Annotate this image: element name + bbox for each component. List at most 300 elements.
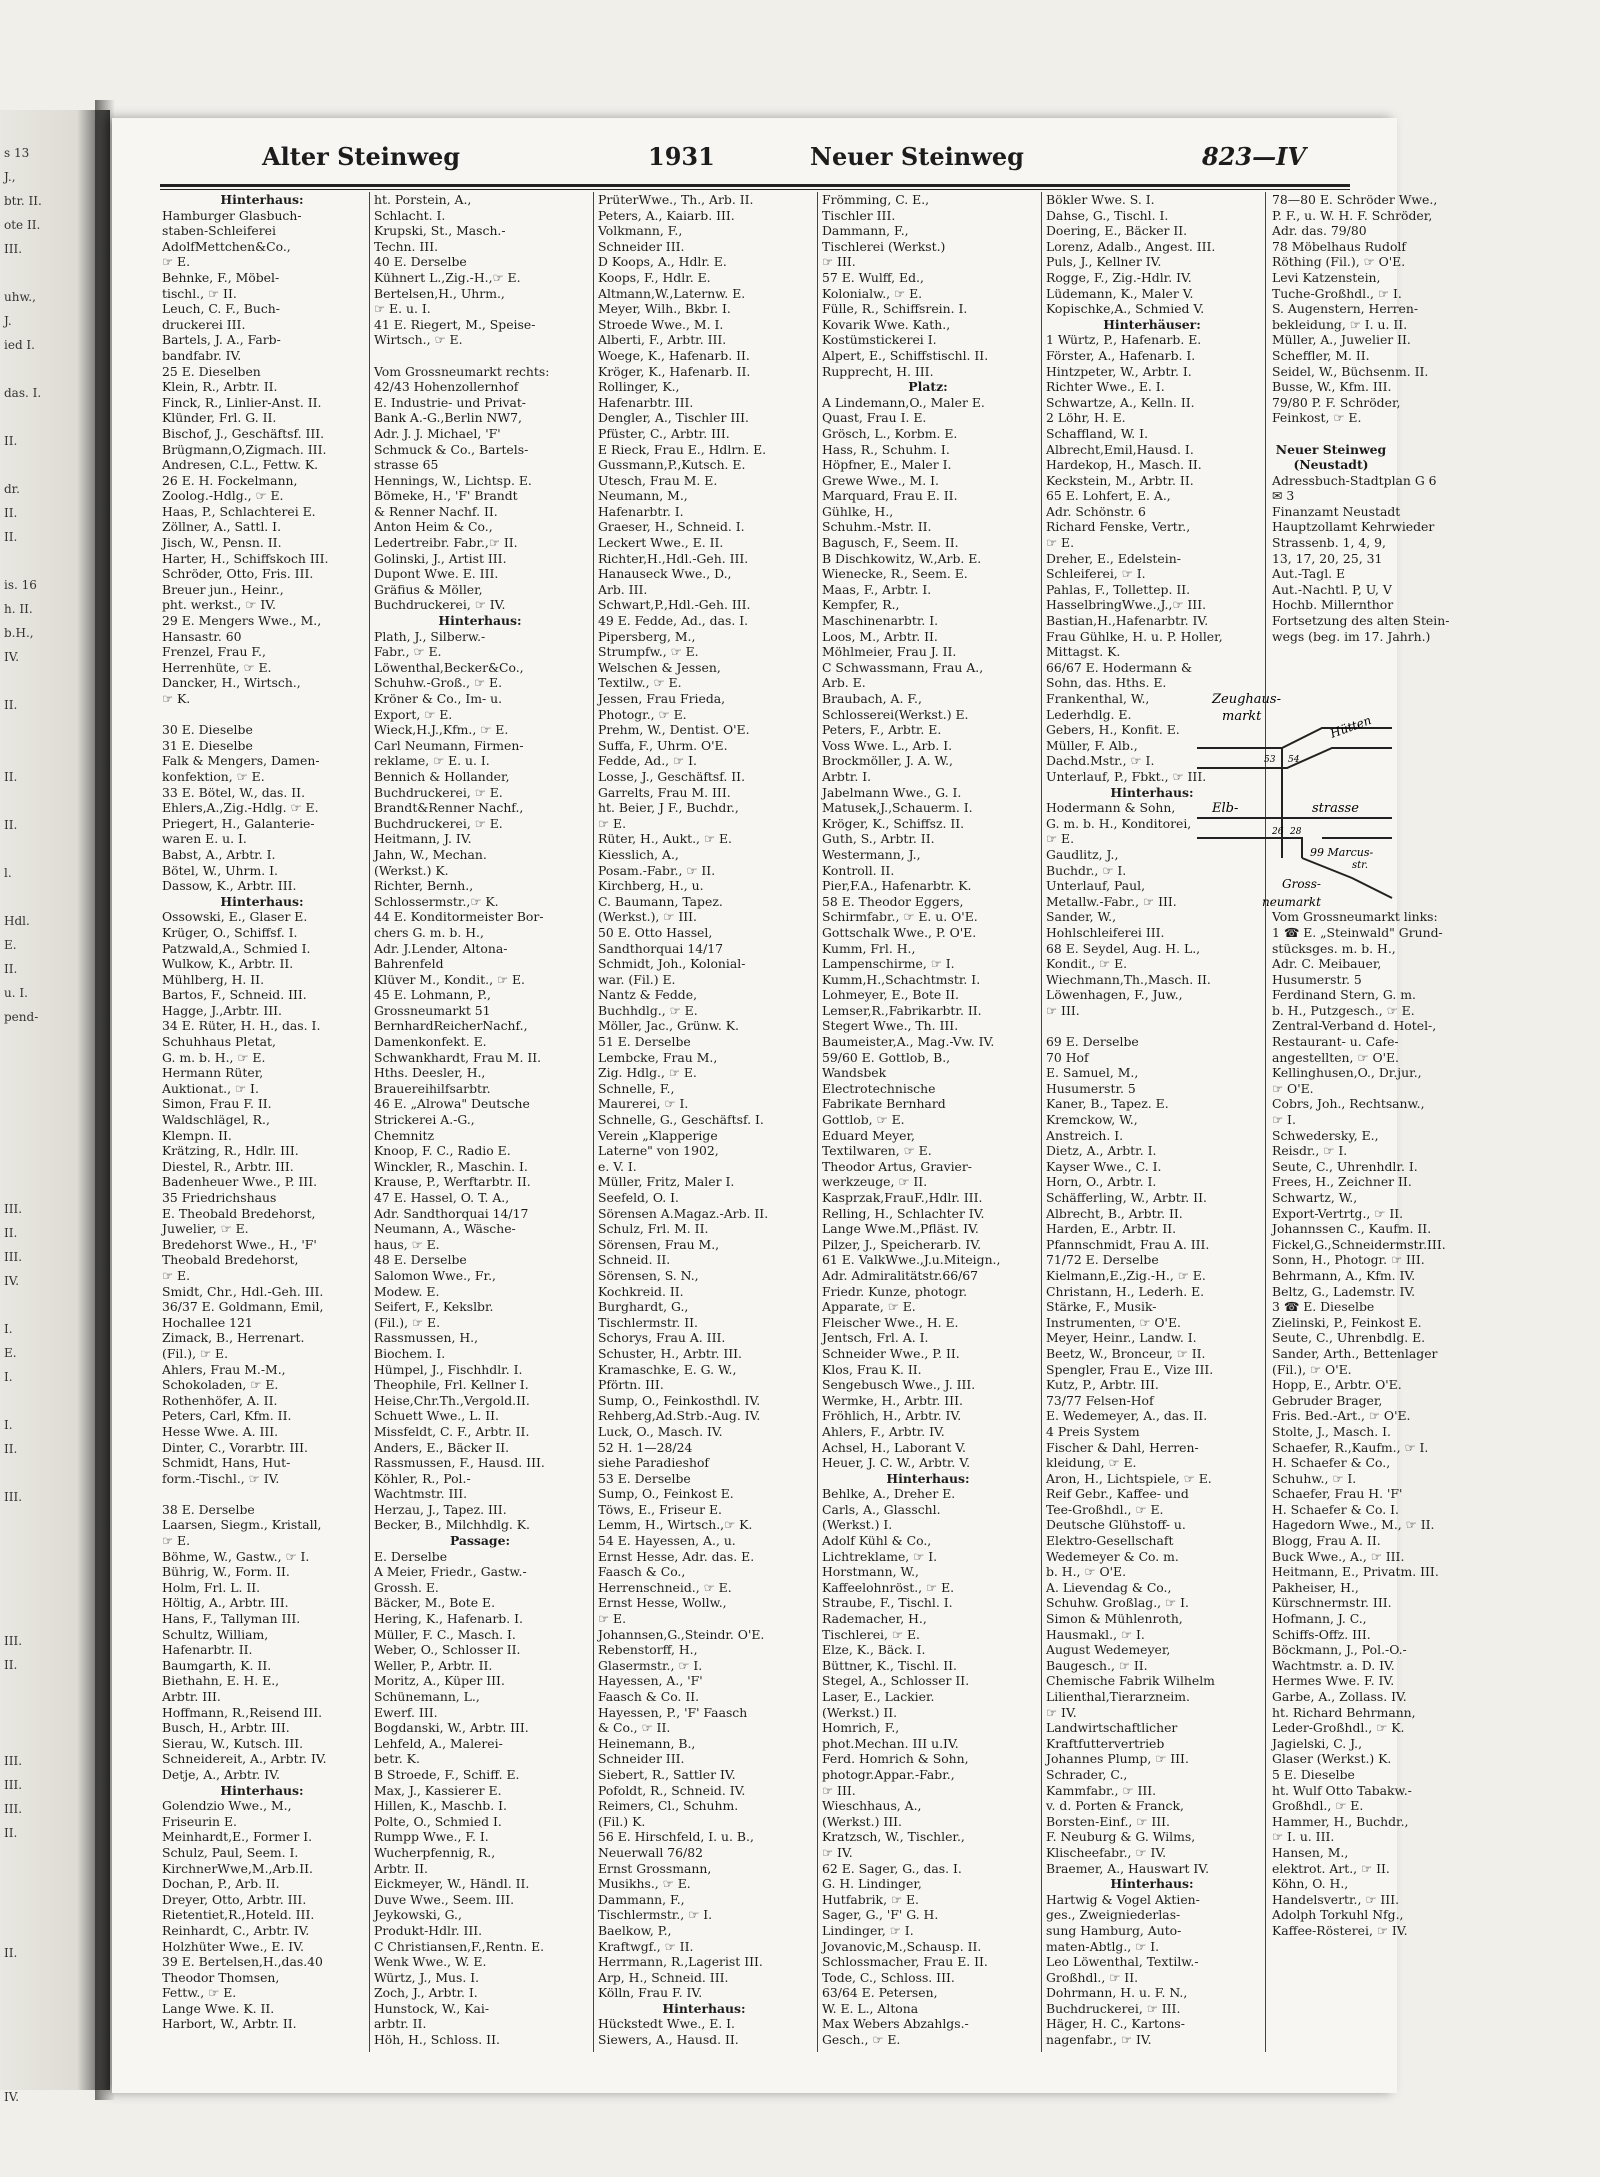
directory-entry-line: Kayser Wwe., C. I. bbox=[1046, 1158, 1162, 1174]
street-map-sketch bbox=[1192, 688, 1438, 928]
directory-entry-line: Metallw.-Fabr., ☞ III. bbox=[1046, 893, 1177, 909]
section-heading: (Neustadt) bbox=[1293, 457, 1369, 473]
directory-entry-line: Heitmann, E., Privatm. III. bbox=[1272, 1564, 1439, 1580]
directory-entry-line: Ferdinand Stern, G. m. bbox=[1272, 987, 1416, 1003]
directory-entry-line: Harbort, W., Arbtr. II. bbox=[162, 2016, 297, 2032]
directory-entry-line: Unterlauf, P., Fbkt., ☞ III. bbox=[1046, 768, 1207, 784]
directory-entry-line: 38 E. Derselbe bbox=[162, 1501, 255, 1517]
directory-entry-line bbox=[1046, 1018, 1258, 1034]
directory-entry-line: Graeser, H., Schneid. I. bbox=[598, 519, 745, 535]
facing-page-text: II. bbox=[4, 1946, 18, 1960]
directory-entry-line: Wieschhaus, A., bbox=[822, 1798, 922, 1814]
directory-entry-line: ☞ O'E. bbox=[1272, 1080, 1314, 1096]
directory-entry-line: Kumm,H.,Schachtmstr. I. bbox=[822, 971, 981, 987]
directory-entry-line: Electrotechnische bbox=[822, 1080, 936, 1096]
directory-entry-line: (Werkst.) II. bbox=[822, 1704, 898, 1720]
directory-entry-line: Carls, A., Glasschl. bbox=[822, 1501, 941, 1517]
directory-entry-line: Dahse, G., Tischl. I. bbox=[1046, 207, 1169, 223]
directory-entry-line: Frau Gühlke, H. u. P. Holler, bbox=[1046, 628, 1223, 644]
facing-page-text: II. bbox=[4, 530, 18, 544]
directory-entry-line: Meyer, Wilh., Bkbr. I. bbox=[598, 301, 731, 317]
directory-entry-line: ht. Richard Behrmann, bbox=[1272, 1704, 1416, 1720]
directory-entry-line: Kumm, Frl. H., bbox=[822, 940, 916, 956]
directory-entry-line: Siebert, R., Sattler IV. bbox=[598, 1766, 736, 1782]
facing-page-text: btr. II. bbox=[4, 194, 42, 208]
header-year: 1931 bbox=[648, 142, 715, 171]
directory-entry-line: arbtr. II. bbox=[374, 2016, 427, 2032]
directory-entry-line: Klos, Frau K. II. bbox=[822, 1361, 922, 1377]
directory-entry-line: G. m. b. H., ☞ E. bbox=[162, 1049, 266, 1065]
directory-entry-line: Auktionat., ☞ I. bbox=[162, 1080, 259, 1096]
directory-entry-line: Biochem. I. bbox=[374, 1345, 446, 1361]
directory-entry-line: Hayessen, P., 'F' Faasch bbox=[598, 1704, 748, 1720]
directory-entry-line: Bredehorst Wwe., H., 'F' bbox=[162, 1236, 317, 1252]
directory-entry-line: Bartos, F., Schneid. III. bbox=[162, 987, 307, 1003]
facing-page-text: III. bbox=[4, 1634, 23, 1648]
directory-entry-line: Peters, F., Arbtr. E. bbox=[822, 722, 942, 738]
directory-entry-line: Holzhüter Wwe., E. IV. bbox=[162, 1938, 304, 1954]
directory-entry-line: Techn. III. bbox=[374, 238, 439, 254]
directory-entry-line: Köhn, O. H., bbox=[1272, 1876, 1349, 1892]
directory-entry-line: Johannsen,G.,Steindr. O'E. bbox=[598, 1626, 765, 1642]
header-rule bbox=[160, 184, 1350, 190]
directory-entry-line: 1 Würtz, P., Hafenarb. E. bbox=[1046, 332, 1202, 348]
directory-entry-line: Jessen, Frau Frieda, bbox=[598, 691, 726, 706]
directory-entry-line: 46 E. „Alrowa" Deutsche bbox=[374, 1096, 530, 1112]
directory-entry-line: Kutz, P., Arbtr. III. bbox=[1046, 1377, 1159, 1393]
directory-entry-line: Welschen & Jessen, bbox=[598, 659, 721, 675]
directory-entry-line: Babst, A., Arbtr. I. bbox=[162, 846, 276, 862]
directory-entry-line: Mittagst. K. bbox=[1046, 644, 1121, 660]
directory-entry-line: S. Augenstern, Herren- bbox=[1272, 301, 1419, 317]
facing-page-text: ote II. bbox=[4, 218, 41, 232]
directory-entry-line: Holm, Frl. L. II. bbox=[162, 1579, 261, 1595]
directory-entry-line: Kröger, K., Schiffsz. II. bbox=[822, 815, 965, 831]
directory-entry-line: e. V. I. bbox=[598, 1158, 637, 1174]
directory-entry-line: KirchnerWwe,M.,Arb.II. bbox=[162, 1860, 313, 1876]
directory-entry-line: Ahlers, F., Arbtr. IV. bbox=[822, 1423, 945, 1439]
directory-entry-line: Schuhhaus Pletat, bbox=[162, 1034, 276, 1050]
directory-entry-line: Schnelle, F., bbox=[598, 1080, 675, 1096]
directory-entry-line: Arp, H., Schneid. III. bbox=[598, 1969, 729, 1985]
directory-entry-line: Fris. Bed.-Art., ☞ O'E. bbox=[1272, 1408, 1411, 1424]
facing-page-text: III. bbox=[4, 1490, 23, 1504]
directory-entry-line: Richter,H.,Hdl.-Geh. III. bbox=[598, 550, 749, 566]
header-page-number: 823—IV bbox=[1202, 142, 1306, 171]
directory-entry-line: Horn, O., Arbtr. I. bbox=[1046, 1174, 1157, 1190]
facing-page-text: s 13 bbox=[4, 146, 30, 160]
directory-entry-line: Elze, K., Bäck. I. bbox=[822, 1642, 926, 1658]
directory-entry-line: Leo Löwenthal, Textilw.- bbox=[1046, 1954, 1199, 1970]
directory-entry-line: Kraftwgf., ☞ II. bbox=[598, 1938, 694, 1954]
directory-entry-line: Tischler III. bbox=[822, 207, 896, 223]
directory-entry-line: Salomon Wwe., Fr., bbox=[374, 1267, 496, 1283]
directory-entry-line: Höh, H., Schloss. II. bbox=[374, 2032, 500, 2048]
directory-entry-line: werkzeuge, ☞ II. bbox=[822, 1174, 928, 1190]
section-heading: Hinterhaus: bbox=[662, 2000, 746, 2016]
directory-entry-line: ☞ III. bbox=[822, 254, 856, 270]
directory-entry-line: Pfüster, C., Arbtr. III. bbox=[598, 425, 730, 441]
directory-entry-line: Pfannschmidt, Frau A. III. bbox=[1046, 1236, 1210, 1252]
directory-entry-line: Golendzio Wwe., M., bbox=[162, 1798, 292, 1814]
directory-entry-line: ☞ E. bbox=[162, 254, 191, 270]
directory-entry-line: Max Webers Abzahlgs.- bbox=[822, 2016, 969, 2032]
directory-entry-line: 52 H. 1—28/24 bbox=[598, 1439, 693, 1455]
directory-entry-line: Kölln, Frau F. IV. bbox=[598, 1985, 703, 2001]
directory-entry-line: Bökler Wwe. S. I. bbox=[1046, 192, 1155, 207]
directory-entry-line: Bastian,H.,Hafenarbtr. IV. bbox=[1046, 613, 1209, 629]
column-divider bbox=[1265, 192, 1266, 2052]
directory-entry-line: ✉ 3 bbox=[1272, 488, 1295, 504]
directory-entry-line: Fettw., ☞ E. bbox=[162, 1985, 237, 2001]
directory-entry-line: Unterlauf, Paul, bbox=[1046, 878, 1146, 894]
directory-entry-line: Dreher, E., Edelstein- bbox=[1046, 550, 1181, 566]
directory-entry-line: Straube, F., Tischl. I. bbox=[822, 1595, 953, 1611]
directory-entry-line: Kammfabr., ☞ III. bbox=[1046, 1782, 1157, 1798]
directory-entry-line: Köhler, R., Pol.- bbox=[374, 1470, 471, 1486]
directory-entry-line: Arbtr. II. bbox=[374, 1860, 428, 1876]
directory-entry-line: Harter, H., Schiffskoch III. bbox=[162, 550, 329, 566]
directory-entry-line: Seute, C., Uhrenbdlg. E. bbox=[1272, 1330, 1426, 1346]
facing-page-text: II. bbox=[4, 506, 18, 520]
directory-entry-line: W. E. L., Altona bbox=[822, 2000, 919, 2016]
directory-entry-line: Finanzamt Neustadt bbox=[1272, 503, 1401, 519]
directory-entry-line: Luck, O., Masch. IV. bbox=[598, 1423, 723, 1439]
directory-entry-line: Mühlberg, H. II. bbox=[162, 971, 265, 987]
directory-entry-line: 78 Möbelhaus Rudolf bbox=[1272, 238, 1406, 254]
facing-page-text: J. bbox=[4, 314, 12, 328]
directory-entry-line: 63/64 E. Petersen, bbox=[822, 1985, 938, 2001]
directory-entry-line: angestellten, ☞ O'E. bbox=[1272, 1049, 1399, 1065]
directory-entry-line: Adr. das. 79/80 bbox=[1272, 223, 1367, 239]
directory-entry-line: Horstmann, W., bbox=[822, 1564, 919, 1580]
directory-entry-line: Ferd. Homrich & Sohn, bbox=[822, 1751, 969, 1767]
directory-entry-line: Bötel, W., Uhrm. I. bbox=[162, 862, 278, 878]
directory-entry-line: Volkmann, F., bbox=[598, 223, 683, 239]
directory-entry-line: E. Theobald Bredehorst, bbox=[162, 1205, 316, 1221]
directory-entry-line bbox=[162, 707, 362, 723]
directory-entry-line: Kolonialw., ☞ E. bbox=[822, 285, 923, 301]
directory-entry-line: Kröner & Co., Im- u. bbox=[374, 691, 503, 706]
directory-entry-line: 49 E. Fedde, Ad., das. I. bbox=[598, 613, 749, 629]
directory-entry-line: Bennich & Hollander, bbox=[374, 768, 510, 784]
directory-entry-line: Tischlermstr., ☞ I. bbox=[598, 1907, 713, 1923]
directory-entry-line: kleidung, ☞ E. bbox=[1046, 1455, 1137, 1471]
directory-entry-line: Rüter, H., Aukt., ☞ E. bbox=[598, 831, 732, 847]
column-divider bbox=[1041, 192, 1042, 2052]
section-heading: Passage: bbox=[449, 1533, 511, 1549]
directory-column-6 bbox=[1272, 192, 1450, 1939]
directory-entry-line: Jovanovic,M.,Schausp. II. bbox=[822, 1938, 982, 1954]
directory-entry-line: Rademacher, H., bbox=[822, 1611, 927, 1627]
directory-entry-line: 34 E. Rüter, H. H., das. I. bbox=[162, 1018, 321, 1034]
directory-entry-line: Sander, Arth., Bettenlager bbox=[1272, 1345, 1438, 1361]
directory-entry-line: Max, J., Kassierer E. bbox=[374, 1782, 502, 1798]
directory-entry-line: ☞ I. bbox=[1272, 1112, 1296, 1128]
directory-entry-line: Buchhdlg., ☞ E. bbox=[598, 1002, 698, 1018]
directory-entry-line: 50 E. Otto Hassel, bbox=[598, 924, 713, 940]
directory-entry-line: G. H. Lindinger, bbox=[822, 1876, 922, 1892]
directory-entry-line: waren E. u. I. bbox=[162, 831, 247, 847]
column-divider bbox=[817, 192, 818, 2052]
directory-entry-line: Sump, O., Feinkosthdl. IV. bbox=[598, 1392, 761, 1408]
directory-entry-line: Anders, E., Bäcker II. bbox=[374, 1439, 510, 1455]
directory-entry-line: Ewerf. III. bbox=[374, 1704, 438, 1720]
directory-entry-line: Altmann,W.,Laternw. E. bbox=[598, 285, 746, 301]
column-divider bbox=[369, 192, 370, 2052]
directory-entry-line: Kirchberg, H., u. bbox=[598, 878, 704, 894]
directory-entry-line: Schleiferei, ☞ I. bbox=[1046, 566, 1146, 582]
directory-entry-line: Schokoladen, ☞ E. bbox=[162, 1377, 279, 1393]
directory-entry-line: Homrich, F., bbox=[822, 1720, 900, 1736]
directory-entry-line: August Wedemeyer, bbox=[1046, 1642, 1171, 1658]
directory-entry-line: Musikhs., ☞ E. bbox=[598, 1876, 691, 1892]
directory-entry-line: Husumerstr. 5 bbox=[1046, 1080, 1136, 1096]
directory-entry-line: Lange Wwe. K. II. bbox=[162, 2000, 275, 2016]
directory-entry-line: stücksges. m. b. H., bbox=[1272, 940, 1396, 956]
directory-entry-line: Buchdruckerei, ☞ III. bbox=[1046, 2000, 1181, 2016]
directory-entry-line: Kröger, K., Hafenarb. II. bbox=[598, 363, 751, 379]
directory-entry-line: Burghardt, G., bbox=[598, 1299, 689, 1315]
directory-entry-line: Pakheiser, H., bbox=[1272, 1579, 1359, 1595]
directory-entry-line: 62 E. Sager, G., das. I. bbox=[822, 1860, 962, 1876]
directory-entry-line: Priegert, H., Galanterie- bbox=[162, 815, 315, 831]
facing-page-text: l. bbox=[4, 866, 12, 880]
directory-entry-line: Schwart,P.,Hdl.-Geh. III. bbox=[598, 597, 751, 613]
directory-entry-line: Klüver M., Kondit., ☞ E. bbox=[374, 971, 525, 987]
directory-entry-line: Arb. E. bbox=[822, 675, 866, 691]
directory-entry-line: Golinski, J., Artist III. bbox=[374, 550, 507, 566]
directory-entry-line: AdolfMettchen&Co., bbox=[162, 238, 291, 254]
directory-entry-line: E. Industrie- und Privat- bbox=[374, 394, 526, 410]
facing-page-text: IV. bbox=[4, 650, 20, 664]
directory-entry-line: 3 ☎ E. Dieselbe bbox=[1272, 1299, 1375, 1315]
directory-entry-line: Westermann, J., bbox=[822, 846, 921, 862]
section-heading: Hinterhaus: bbox=[886, 1470, 970, 1486]
directory-entry-line: Rassmussen, H., bbox=[374, 1330, 479, 1346]
directory-entry-line: bandfabr. IV. bbox=[162, 347, 242, 363]
directory-entry-line: Häger, H. C., Kartons- bbox=[1046, 2016, 1185, 2032]
directory-entry-line bbox=[1272, 426, 1390, 442]
directory-entry-line: Hanauseck Wwe., D., bbox=[598, 566, 732, 582]
directory-entry-line: Rassmussen, F., Hausd. III. bbox=[374, 1455, 545, 1471]
directory-entry-line: Gesch., ☞ E. bbox=[822, 2032, 901, 2048]
directory-entry-line: Jeykowski, G., bbox=[374, 1907, 462, 1923]
directory-entry-line: Heise,Chr.Th.,Vergold.II. bbox=[374, 1392, 530, 1408]
directory-entry-line: Fröhlich, H., Arbtr. IV. bbox=[822, 1408, 962, 1424]
facing-page-text: h. II. bbox=[4, 602, 33, 616]
directory-entry-line: Schlossmacher, Frau E. II. bbox=[822, 1954, 988, 1970]
directory-entry-line: Badenheuer Wwe., P. III. bbox=[162, 1174, 318, 1190]
directory-entry-line: Pipersberg, M., bbox=[598, 628, 696, 644]
directory-entry-line: (Werkst.) I. bbox=[822, 1517, 893, 1533]
directory-entry-line: Strickerei A.-G., bbox=[374, 1112, 475, 1128]
directory-entry-line: & Renner Nachf. II. bbox=[374, 503, 498, 519]
directory-entry-line: Losse, J., Geschäftsf. II. bbox=[598, 768, 746, 784]
directory-entry-line: Schröder, Otto, Fris. III. bbox=[162, 566, 314, 582]
directory-entry-line: C Schwassmann, Frau A., bbox=[822, 659, 984, 675]
column-divider bbox=[593, 192, 594, 2052]
directory-entry-line: Dancker, H., Wirtsch., bbox=[162, 675, 301, 691]
directory-entry-line: 41 E. Riegert, M., Speise- bbox=[374, 316, 536, 332]
directory-entry-line: Breuer jun., Heinr., bbox=[162, 581, 284, 597]
directory-entry-line: A Lindemann,O., Maler E. bbox=[822, 394, 985, 410]
directory-entry-line: Ahlers, Frau M.-M., bbox=[162, 1361, 286, 1377]
directory-entry-line: (Werkst.), ☞ III. bbox=[598, 909, 697, 925]
facing-page-text: IV. bbox=[4, 1274, 20, 1288]
directory-entry-line: Herzau, J., Tapez. III. bbox=[374, 1501, 507, 1517]
directory-entry-line: Stärke, F., Musik- bbox=[1046, 1299, 1157, 1315]
directory-entry-line: Krüger, O., Schiffsf. I. bbox=[162, 924, 298, 940]
directory-entry-line: 2 Löhr, H. E. bbox=[1046, 410, 1126, 426]
directory-entry-line: Hochallee 121 bbox=[162, 1314, 253, 1330]
directory-entry-line: 35 Friedrichshaus bbox=[162, 1190, 277, 1205]
directory-entry-line: Adressbuch-Stadtplan G 6 bbox=[1272, 472, 1437, 488]
directory-entry-line: Hennings, W., Lichtsp. E. bbox=[374, 472, 532, 488]
directory-entry-line: (Fil.), ☞ E. bbox=[374, 1314, 441, 1330]
directory-entry-line: Apparate, ☞ E. bbox=[822, 1299, 916, 1315]
directory-entry-line: Herrmann, R.,Lagerist III. bbox=[598, 1954, 763, 1970]
directory-entry-line: Behnke, F., Möbel- bbox=[162, 269, 280, 285]
directory-entry-line: Sörensen, S. N., bbox=[598, 1267, 699, 1283]
directory-entry-line: Bahrenfeld bbox=[374, 956, 444, 972]
directory-entry-line: b. H., ☞ O'E. bbox=[1046, 1564, 1127, 1580]
directory-entry-line: Zentral-Verband d. Hotel-, bbox=[1272, 1018, 1437, 1034]
directory-entry-line: Jabelmann Wwe., G. I. bbox=[822, 784, 962, 800]
directory-entry-line: Strassenb. 1, 4, 9, bbox=[1272, 535, 1386, 551]
directory-entry-line: Sonn, H., Photogr. ☞ III. bbox=[1272, 1252, 1425, 1268]
directory-entry-line: Leuch, C. F., Buch- bbox=[162, 301, 280, 317]
facing-page-text: u. I. bbox=[4, 986, 28, 1000]
directory-entry-line: Theophile, Frl. Kellner I. bbox=[374, 1377, 529, 1393]
directory-entry-line: Kasprzak,FrauF.,Hdlr. III. bbox=[822, 1190, 983, 1205]
directory-entry-line: Faasch & Co., bbox=[598, 1564, 686, 1580]
facing-page-text: pend- bbox=[4, 1010, 39, 1024]
directory-entry-line: Fedde, Ad., ☞ I. bbox=[598, 753, 697, 769]
directory-entry-line: Wieck,H.J.,Kfm., ☞ E. bbox=[374, 722, 509, 738]
directory-entry-line: ☞ III. bbox=[822, 1782, 856, 1798]
directory-entry-line: 47 E. Hassel, O. T. A., bbox=[374, 1190, 510, 1205]
directory-entry-line: Wachtmstr. III. bbox=[374, 1486, 468, 1502]
directory-entry-line: Johannssen C., Kaufm. II. bbox=[1272, 1221, 1432, 1237]
directory-entry-line: ht. Porstein, A., bbox=[374, 192, 472, 207]
directory-entry-line: Schaffland, W. I. bbox=[1046, 425, 1149, 441]
directory-entry-line: Zig. Hdlg., ☞ E. bbox=[598, 1065, 697, 1081]
facing-page-text: II. bbox=[4, 818, 18, 832]
directory-entry-line: Wedemeyer & Co. m. bbox=[1046, 1548, 1179, 1564]
section-heading: Hinterhaus: bbox=[438, 613, 522, 629]
directory-entry-line: Bagusch, F., Seem. II. bbox=[822, 535, 959, 551]
directory-entry-line: Patzwald,A., Schmied I. bbox=[162, 940, 311, 956]
directory-entry-line: Lilienthal,Tierarzneim. bbox=[1046, 1689, 1190, 1704]
directory-entry-line: (Werkst.) K. bbox=[374, 862, 449, 878]
directory-entry-line: Müller, F. Alb., bbox=[1046, 737, 1138, 753]
directory-entry-line: Feinkost, ☞ E. bbox=[1272, 410, 1362, 426]
directory-entry-line: Hutfabrik, ☞ E. bbox=[822, 1891, 919, 1907]
directory-entry-line: Reif Gebr., Kaffee- und bbox=[1046, 1486, 1189, 1502]
directory-entry-line: P. F., u. W. H. F. Schröder, bbox=[1272, 207, 1433, 223]
directory-entry-line: Seidel, W., Büchsenm. II. bbox=[1272, 363, 1429, 379]
directory-entry-line: Gräfius & Möller, bbox=[374, 581, 483, 597]
directory-entry-line: Anton Heim & Co., bbox=[374, 519, 493, 535]
section-heading: Hinterhaus: bbox=[220, 192, 304, 207]
directory-entry-line: Neuerwall 76/82 bbox=[598, 1844, 703, 1860]
directory-entry-line: 58 E. Theodor Eggers, bbox=[822, 893, 964, 909]
directory-entry-line: Lemser,R.,Fabrikarbtr. II. bbox=[822, 1002, 982, 1018]
facing-page-text: dr. bbox=[4, 482, 20, 496]
directory-entry-line: Verein „Klapperige bbox=[598, 1127, 718, 1143]
directory-entry-line: Aut.-Nachtl. P, U, V bbox=[1272, 581, 1392, 597]
directory-entry-line: Bäcker, M., Bote E. bbox=[374, 1595, 496, 1611]
directory-entry-line: Peters, Carl, Kfm. II. bbox=[162, 1408, 292, 1424]
directory-entry-line: Landwirtschaftlicher bbox=[1046, 1720, 1178, 1736]
directory-entry-line: Schwartze, A., Kelln. II. bbox=[1046, 394, 1195, 410]
facing-page-text: I. bbox=[4, 1322, 13, 1336]
directory-entry-line: 40 E. Derselbe bbox=[374, 254, 467, 270]
directory-entry-line: Duve Wwe., Seem. III. bbox=[374, 1891, 515, 1907]
directory-entry-line: Dassow, K., Arbtr. III. bbox=[162, 878, 297, 894]
map-label: 28 bbox=[1290, 827, 1302, 837]
directory-entry-line: Maas, F., Arbtr. I. bbox=[822, 581, 932, 597]
directory-entry-line: Tuche-Großhdl., ☞ I. bbox=[1272, 285, 1402, 301]
directory-entry-line: Hunstock, W., Kai- bbox=[374, 2000, 490, 2016]
directory-entry-line: 42/43 Hohenzollernhof bbox=[374, 379, 519, 395]
directory-entry-line: Heuer, J. C. W., Arbtr. V. bbox=[822, 1455, 971, 1471]
directory-entry-line: Buchdruckerei, ☞ E. bbox=[374, 784, 503, 800]
directory-entry-line: Hofmann, J. C., bbox=[1272, 1611, 1367, 1627]
directory-entry-line: Müller, A., Juwelier II. bbox=[1272, 332, 1411, 348]
directory-entry-line: Lichtreklame, ☞ I. bbox=[822, 1548, 938, 1564]
directory-entry-line: Baumgarth, K. II. bbox=[162, 1657, 272, 1673]
facing-page-text: II. bbox=[4, 1658, 18, 1672]
directory-entry-line: Buck Wwe., A., ☞ III. bbox=[1272, 1548, 1405, 1564]
directory-entry-line: Beetz, W., Bronceur, ☞ II. bbox=[1046, 1345, 1206, 1361]
directory-entry-line: Stegel, A., Schlosser II. bbox=[822, 1673, 970, 1689]
directory-entry-line: pht. werkst., ☞ IV. bbox=[162, 597, 276, 613]
directory-entry-line: Schnelle, G., Geschäftsf. I. bbox=[598, 1112, 764, 1128]
directory-entry-line: Kramaschke, E. G. W., bbox=[598, 1361, 737, 1377]
directory-entry-line: Fleischer Wwe., H. E. bbox=[822, 1314, 959, 1330]
directory-entry-line: Maurerei, ☞ I. bbox=[598, 1096, 689, 1112]
directory-entry-line: Gottschalk Wwe., P. O'E. bbox=[822, 924, 977, 940]
directory-entry-line: Wachtmstr. a. D. IV. bbox=[1272, 1657, 1395, 1673]
directory-entry-line: Schrader, C., bbox=[1046, 1766, 1128, 1782]
directory-entry-line: G. m. b. H., Konditorei, bbox=[1046, 815, 1192, 831]
directory-entry-line: Nantz & Fedde, bbox=[598, 987, 698, 1003]
directory-entry-line: Kiesslich, A., bbox=[598, 846, 679, 862]
directory-column-5 bbox=[1046, 192, 1258, 2048]
directory-entry-line bbox=[162, 1486, 362, 1502]
directory-entry-line: Jentsch, Frl. A. I. bbox=[822, 1330, 929, 1346]
directory-entry-line: 45 E. Lohmann, P., bbox=[374, 987, 491, 1003]
directory-entry-line: Aut.-Tagl. E bbox=[1272, 566, 1346, 582]
directory-entry-line: Gebers, H., Konfit. E. bbox=[1046, 722, 1180, 738]
directory-entry-line: Zimack, B., Herrenart. bbox=[162, 1330, 305, 1346]
directory-entry-line: 39 E. Bertelsen,H.,das.40 bbox=[162, 1954, 323, 1970]
directory-entry-line: Scheffler, M. II. bbox=[1272, 347, 1370, 363]
directory-entry-line: Baugesch., ☞ II. bbox=[1046, 1657, 1148, 1673]
directory-entry-line: Brauereihilfsarbtr. bbox=[374, 1080, 491, 1096]
directory-entry-line: Albrecht, B., Arbtr. II. bbox=[1046, 1205, 1183, 1221]
directory-entry-line: Kremckow, W., bbox=[1046, 1112, 1138, 1128]
directory-entry-line: Sump, O., Feinkost E. bbox=[598, 1486, 734, 1502]
directory-entry-line: 70 Hof bbox=[1046, 1049, 1089, 1065]
directory-entry-line: chers G. m. b. H., bbox=[374, 924, 484, 940]
header-left-street: Alter Steinweg bbox=[262, 142, 461, 171]
directory-entry-line: Behlke, A., Dreher E. bbox=[822, 1486, 956, 1502]
directory-entry-line: Schlossermstr.,☞ K. bbox=[374, 893, 499, 909]
directory-entry-line: reklame, ☞ E. u. I. bbox=[374, 753, 490, 769]
